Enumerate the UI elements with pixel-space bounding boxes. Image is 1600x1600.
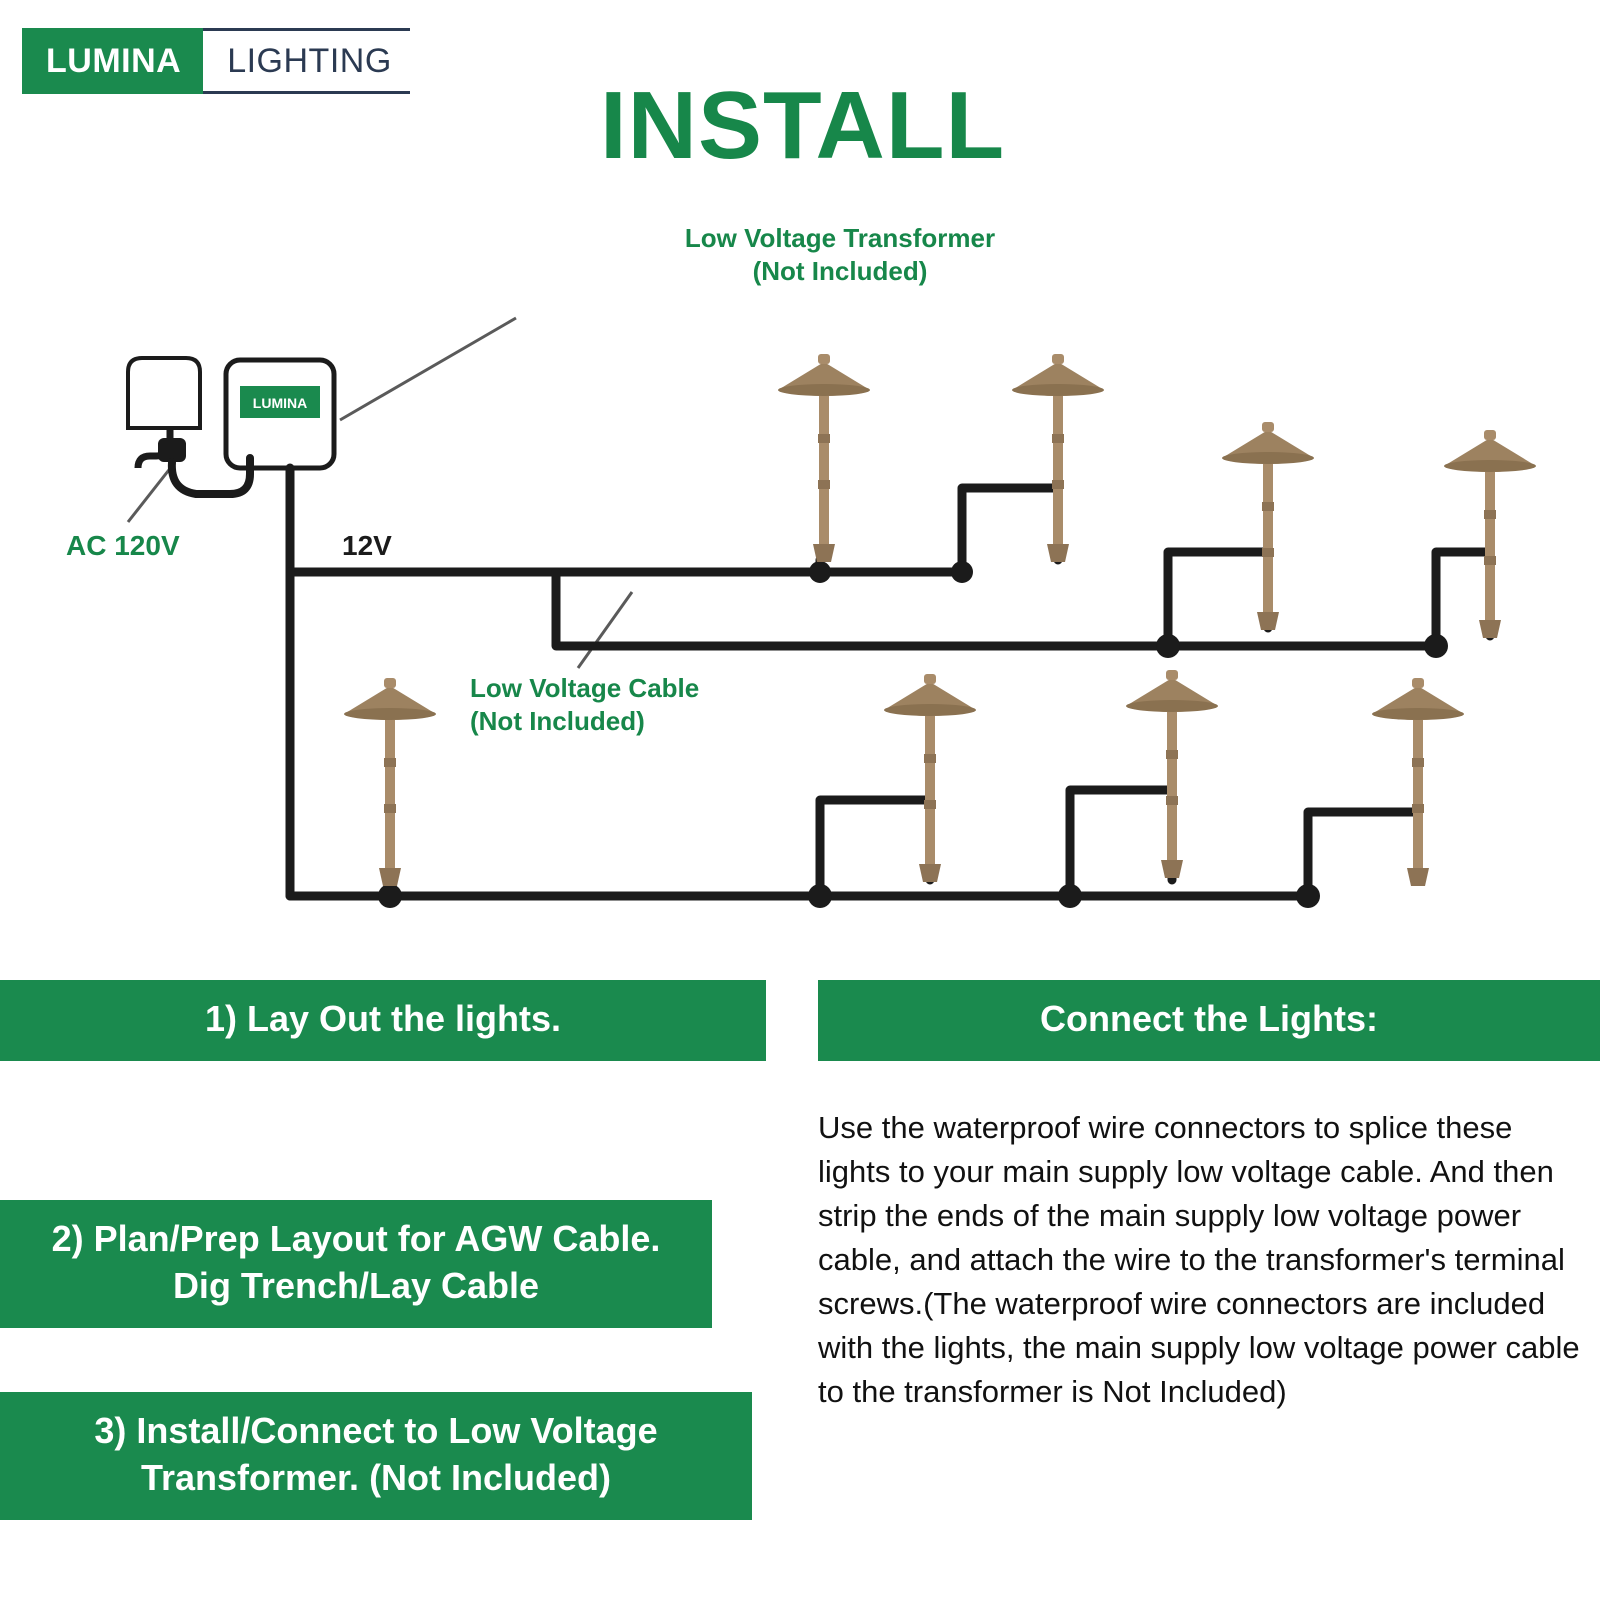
dc-voltage-label: 12V: [342, 530, 392, 561]
path-light-6: [884, 674, 976, 882]
path-light-4: [1444, 430, 1536, 638]
connect-body-text: Use the waterproof wire connectors to splice these lights to your main supply low voltage cable. And then strip the ends of the main supply low voltage power cable, and attach the wire to the transformer's terminal screws.(The waterproof wire connectors are included with the lights, the main supply low voltage power cable to the transformer is Not Included): [818, 1110, 1580, 1410]
cable-leader-line: [578, 592, 632, 668]
step-2: 2) Plan/Prep Layout for AGW Cable. Dig Trench/Lay Cable: [0, 1200, 712, 1328]
path-light-7: [1126, 670, 1218, 878]
instructions-section: [0, 980, 1600, 1600]
path-light-8: [1372, 678, 1464, 886]
transformer-leader-line: [340, 318, 516, 420]
transformer-note-line2: (Not Included): [752, 255, 928, 286]
path-light-5: [344, 678, 436, 886]
cable-note-line2: (Not Included): [470, 705, 645, 736]
wire-junctions: [378, 561, 1448, 908]
wall-outlet: [128, 358, 200, 468]
transformer-box-label: LUMINA: [252, 395, 308, 411]
page-title: INSTALL: [600, 72, 1006, 179]
path-light-3: [1222, 422, 1314, 630]
brand-mark: LUMINA: [22, 28, 203, 94]
step-3: 3) Install/Connect to Low Voltage Transformer. (Not Included): [0, 1392, 752, 1520]
path-light-1: [778, 354, 870, 562]
transformer-note-line1: Low Voltage Transformer: [684, 223, 996, 253]
transformer-box: [226, 360, 334, 468]
brand-word: LIGHTING: [203, 28, 410, 94]
ac-voltage-label: AC 120V: [66, 530, 180, 561]
step-1: 1) Lay Out the lights.: [0, 980, 766, 1061]
low-voltage-cable-run: [290, 468, 1490, 896]
cable-note-line1: Low Voltage Cable: [470, 673, 700, 703]
connect-heading: Connect the Lights:: [818, 980, 1600, 1061]
ac-leader-line: [128, 466, 172, 522]
path-light-2: [1012, 354, 1104, 562]
